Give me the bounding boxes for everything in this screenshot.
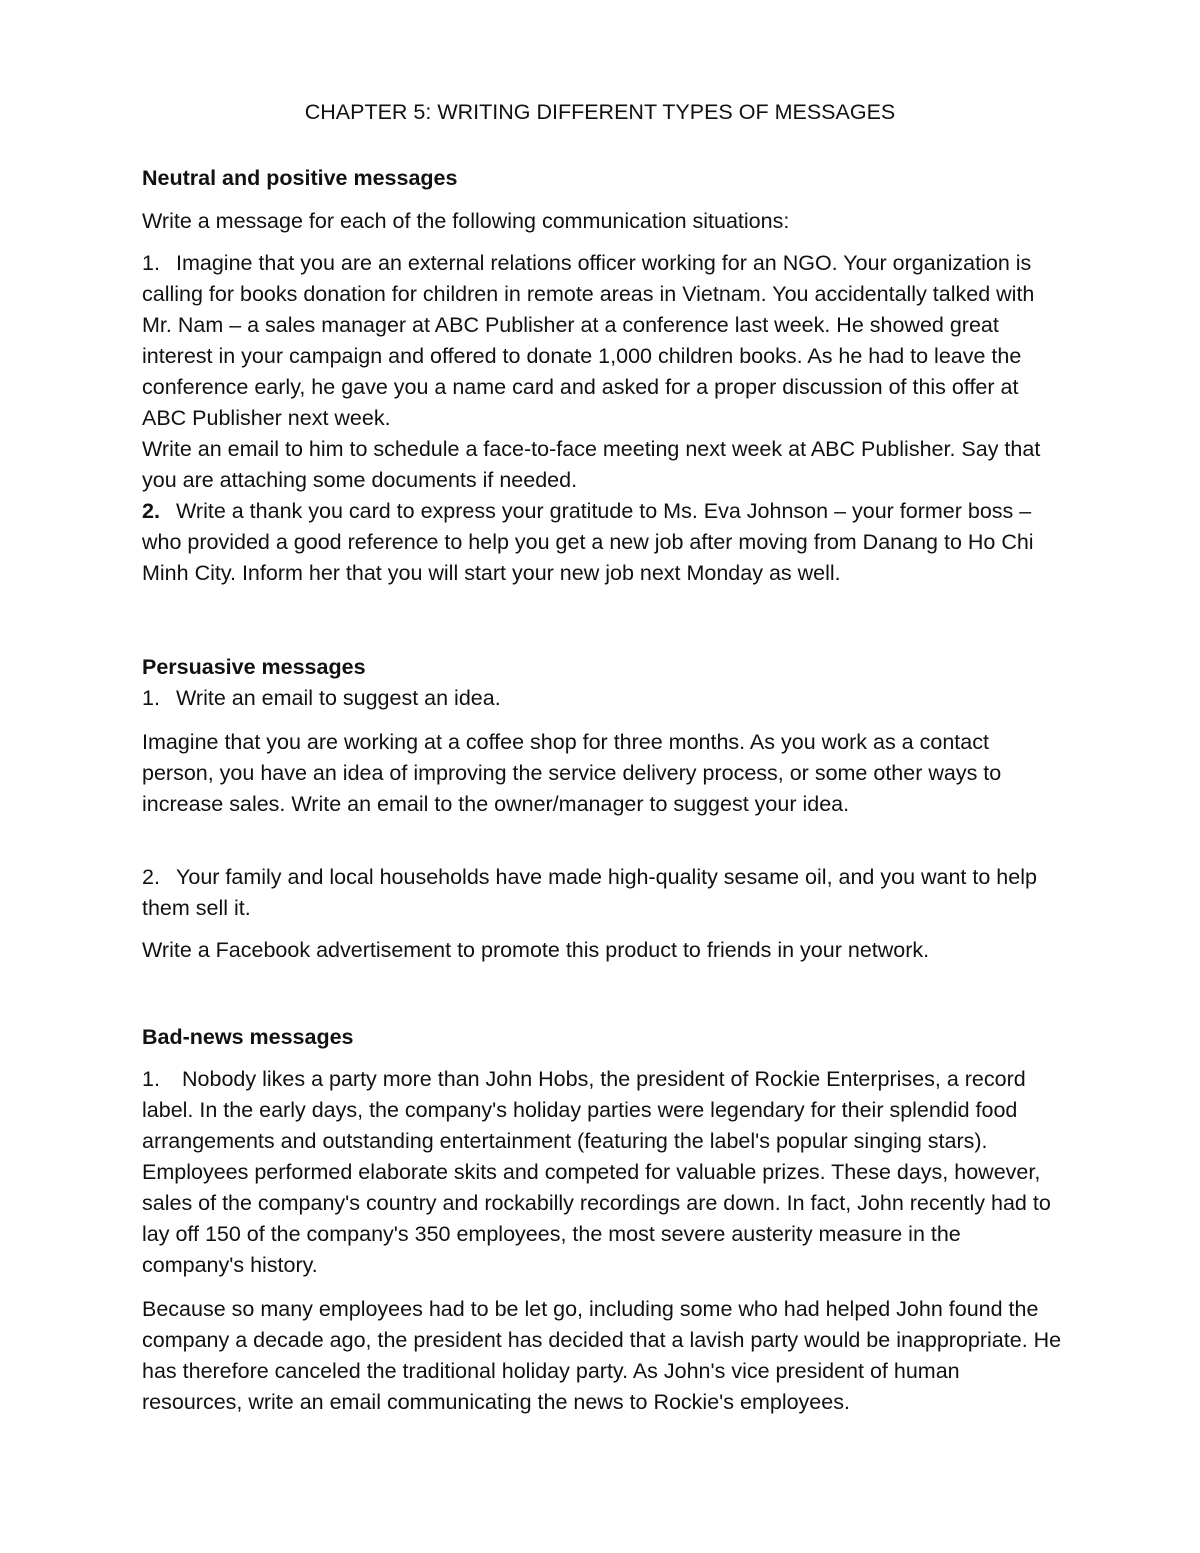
section-heading-persuasive: Persuasive messages xyxy=(142,655,366,679)
page-title: CHAPTER 5: WRITING DIFFERENT TYPES OF MESSAGES xyxy=(304,100,896,124)
list-number: 2. xyxy=(142,499,160,523)
persuasive-para-2: Write a Facebook advertisement to promote this product to friends in your network. xyxy=(142,938,930,962)
neutral-item-1-text: Imagine that you are an external relations officer working for an NGO. Your organization is calling for books donation for children in remote areas in Vietnam. You accidentally talked with Mr. Nam – a sales manager at ABC Publisher at a conference last week. He showed great interest in your campaign and offered to donate 1,000 children books. As he had to leave the conference early, he gave you a name card and asked for a proper discussion of this offer at ABC Publisher next week. xyxy=(142,251,1035,430)
neutral-intro: Write a message for each of the following communication situations: xyxy=(142,209,790,233)
list-number: 1. xyxy=(142,251,160,275)
neutral-item-1 xyxy=(142,248,1062,434)
persuasive-item-1-text: Write an email to suggest an idea. xyxy=(176,686,501,710)
badnews-item-1 xyxy=(142,1064,1062,1281)
neutral-item-2 xyxy=(142,496,1062,589)
persuasive-item-2 xyxy=(142,862,1062,924)
section-heading-badnews: Bad-news messages xyxy=(142,1025,354,1049)
neutral-item-1-task: Write an email to him to schedule a face-to-face meeting next week at ABC Publisher. Say that you are attaching some documents if needed. xyxy=(142,437,1041,492)
list-number: 1. xyxy=(142,686,160,710)
badnews-item-1-text: Nobody likes a party more than John Hobs, the president of Rockie Enterprises, a record label. In the early days, the company's holiday parties were legendary for their splendid food arrangements and outstanding entertainment (featuring the label's popular singing stars). Employees performed elaborate skits and competed for valuable prizes. These days, however, sales of the company's country and rockabilly recordings are down. In fact, John recently had to lay off 150 of the company's 350 employees, the most severe austerity measure in the company's history. xyxy=(142,1067,1051,1277)
list-number: 2. xyxy=(142,865,160,889)
persuasive-item-1 xyxy=(142,683,1062,714)
section-heading-neutral: Neutral and positive messages xyxy=(142,166,458,190)
list-number: 1. xyxy=(142,1067,160,1091)
persuasive-para-1: Imagine that you are working at a coffee shop for three months. As you work as a contact person, you have an idea of improving the service delivery process, or some other ways to increase sales. Write an email to the owner/manager to suggest your idea. xyxy=(142,730,1002,816)
badnews-para-1: Because so many employees had to be let go, including some who had helped John found the company a decade ago, the president has decided that a lavish party would be inappropriate. He has therefore canceled the traditional holiday party. As John's vice president of human resources, write an email communicating the news to Rockie's employees. xyxy=(142,1297,1062,1414)
neutral-item-2-text: Write a thank you card to express your gratitude to Ms. Eva Johnson – your former boss – who provided a good reference to help you get a new job after moving from Danang to Ho Chi Minh City. Inform her that you will start your new job next Monday as well. xyxy=(142,499,1034,585)
persuasive-item-2-text: Your family and local households have made high-quality sesame oil, and you want to help them sell it. xyxy=(142,865,1037,920)
